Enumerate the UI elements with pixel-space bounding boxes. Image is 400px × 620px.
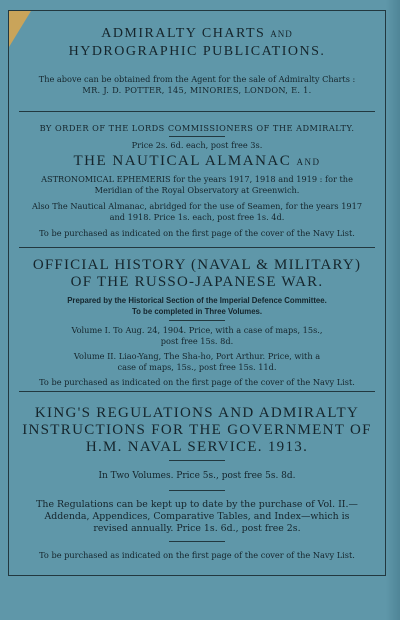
heading-and: AND	[270, 29, 293, 39]
ephemeris-2: Meridian of the Royal Observatory at Greenwich.	[94, 184, 300, 195]
page-spine	[386, 0, 400, 620]
section-admiralty-charts	[9, 25, 385, 95]
prepared-2: To be completed in Three Volumes.	[131, 306, 263, 316]
section-nautical-almanac	[9, 123, 385, 239]
regs-text-1: The Regulations can be kept up to date by the purchase of Vol. II.—	[36, 498, 358, 510]
regs-text-2: Addenda, Appendices, Comparative Tables, and Index—which is	[44, 510, 350, 522]
notice-page	[8, 10, 386, 576]
short-divider-2	[169, 320, 225, 321]
short-divider-1	[169, 136, 225, 137]
history-title-1: OFFICIAL HISTORY (NAVAL & MILITARY)	[32, 257, 362, 273]
vol1-2: post free 15s. 8d.	[160, 335, 234, 346]
vol2-1: Volume II. Liao-Yang, The Sha-ho, Port Arthur. Price, with a	[73, 351, 321, 361]
history-purchase: To be purchased as indicated on the first page of the cover of the Navy List.	[39, 377, 355, 387]
short-divider-5	[169, 541, 225, 542]
heading-hydrographic: HYDROGRAPHIC PUBLICATIONS.	[68, 44, 326, 59]
order-line: BY ORDER OF THE LORDS COMMISSIONERS OF THE ADMIRALTY.	[39, 123, 355, 133]
almanac-title-and: AND	[296, 157, 321, 167]
short-divider-3	[169, 460, 225, 461]
regs-volumes: In Two Volumes. Price 5s., post free 5s. 8d.	[98, 471, 296, 481]
almanac-price: Price 2s. 6d. each, post free 3s.	[131, 139, 263, 150]
vol2-2: case of maps, 15s., post free 15s. 11d.	[117, 361, 277, 372]
ephemeris-1: ASTRONOMICAL EPHEMERIS for the years 1917, 1918 and 1919 : for the	[41, 174, 353, 184]
also-2: and 1918. Price 1s. each, post free 1s. 4d.	[109, 211, 285, 222]
regs-text-3: revised annually. Price 1s. 6d., post free 2s.	[93, 522, 301, 534]
also-1: Also The Nautical Almanac, abridged for the use of Seamen, for the years 1917	[31, 201, 363, 211]
section-russo-japanese	[9, 257, 385, 388]
prepared-1: Prepared by the Historical Section of the Imperial Defence Committee.	[67, 296, 327, 305]
vol1-1: Volume I. To Aug. 24, 1904. Price, with a case of maps, 15s.,	[71, 325, 323, 335]
almanac-purchase: To be purchased as indicated on the first page of the cover of the Navy List.	[39, 228, 355, 238]
almanac-title: THE NAUTICAL ALMANAC	[73, 153, 292, 169]
divider-3	[19, 391, 375, 392]
history-title-2: OF THE RUSSO-JAPANESE WAR.	[70, 274, 324, 290]
regs-title-1: KING'S REGULATIONS AND ADMIRALTY	[34, 405, 360, 421]
heading-charts: ADMIRALTY CHARTS	[101, 26, 266, 41]
regs-title-3: H.M. NAVAL SERVICE. 1913.	[85, 439, 309, 455]
short-divider-4	[169, 490, 225, 491]
regs-title-2: INSTRUCTIONS FOR THE GOVERNMENT OF	[22, 422, 372, 438]
divider-2	[19, 247, 375, 248]
agent-text-2: MR. J. D. POTTER, 145, MINORIES, LONDON, E. 1.	[82, 84, 312, 95]
section-kings-regulations	[9, 405, 385, 560]
regs-purchase: To be purchased as indicated on the first page of the cover of the Navy List.	[39, 549, 355, 560]
divider-1	[19, 111, 375, 112]
agent-text-1: The above can be obtained from the Agent for the sale of Admiralty Charts :	[38, 74, 356, 84]
